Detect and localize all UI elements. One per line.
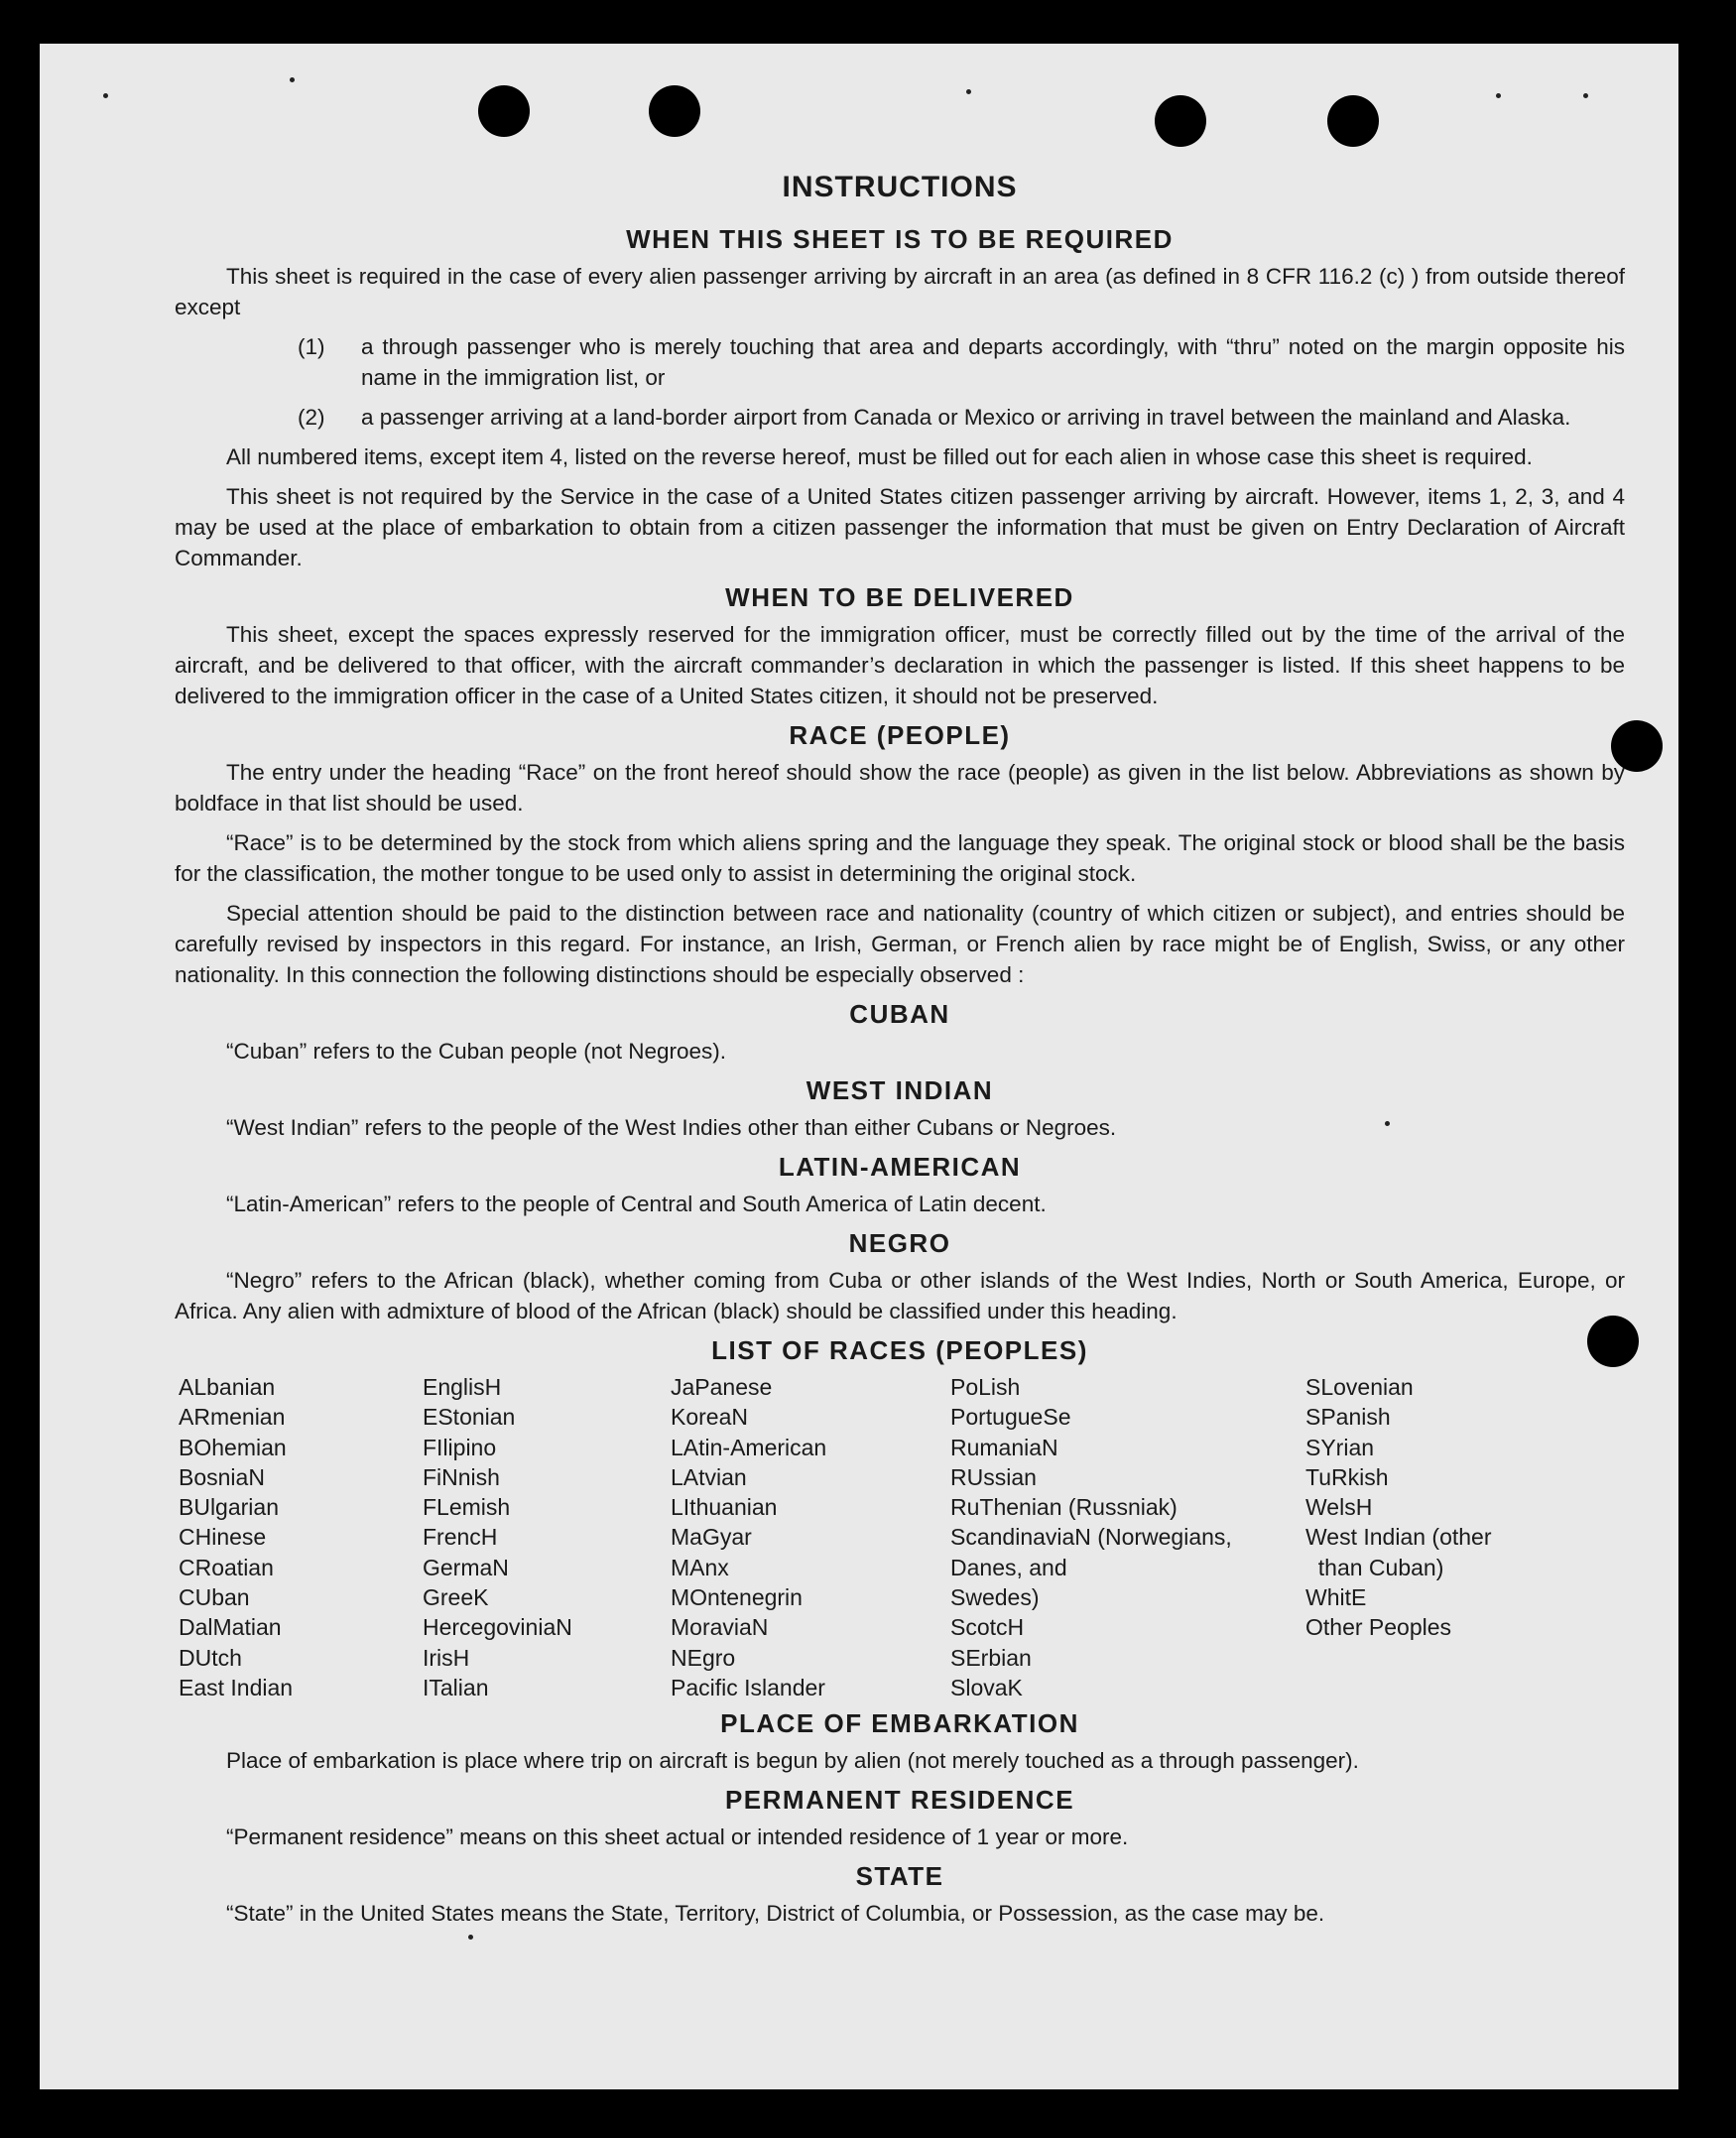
item-number: (2) [298, 405, 325, 430]
race-entry: SlovaK [950, 1674, 1023, 1700]
race-entry: GreeK [423, 1584, 489, 1611]
speck [290, 77, 295, 82]
race-entry: PortugueSe [950, 1404, 1071, 1431]
race-entry: KoreaN [671, 1404, 748, 1431]
heading-when-required: WHEN THIS SHEET IS TO BE REQUIRED [626, 224, 1174, 254]
races-list [175, 1372, 1625, 1702]
race-entry: RuThenian (Russniak) [950, 1494, 1178, 1521]
race-entry: WhitE [1305, 1584, 1367, 1611]
race-entry: West Indian (other [1305, 1524, 1492, 1551]
races-column-4 [950, 1372, 1305, 1702]
heading-latin-american: LATIN-AMERICAN [778, 1152, 1022, 1182]
punch-hole [1155, 95, 1206, 147]
paragraph-citizen: This sheet is not required by the Service in the case of a United States citizen passenger arriving by aircraft. However, items 1, 2, 3, and 4 may be used at the place of embarkation to obtain from a citizen passenger the information that must be given on Entry Declaration of Aircraft Commander. [175, 484, 1625, 570]
paragraph-race-1: The entry under the heading “Race” on the front hereof should show the race (people) as given in the list below. Abbreviations as shown by boldface in that list should be used. [175, 760, 1625, 816]
paragraph-race-2: “Race” is to be determined by the stock from which aliens spring and the language they speak. The original stock or blood shall be the basis for the classification, the mother tongue to be used only to assist in determining the original stock. [175, 830, 1625, 886]
race-entry: MOntenegrin [671, 1584, 803, 1611]
race-entry: BosniaN [179, 1463, 265, 1490]
race-entry: LAtvian [671, 1463, 747, 1490]
race-entry: MaGyar [671, 1524, 752, 1551]
heading-negro: NEGRO [848, 1228, 951, 1258]
race-entry: HercegoviniaN [423, 1614, 572, 1641]
race-entry: LAtin-American [671, 1434, 827, 1460]
race-entry: FiNnish [423, 1463, 500, 1490]
paragraph-latin-american: “Latin-American” refers to the people of Central and South America of Latin decent. [226, 1192, 1047, 1216]
paragraph-delivered: This sheet, except the spaces expressly reserved for the immigration officer, must be correctly filled out by the time of the arrival of the aircraft, and be delivered to that officer, with the aircraft commander’s declaration in which the passenger is listed. If this sheet happens to be delivered to the immigration officer in the case of a United States citizen, it should not be preserved. [175, 622, 1625, 708]
paragraph-race-3: Special attention should be paid to the distinction between race and nationality (country of which citizen or subject), and entries should be carefully revised by inspectors in this regard. For instance, an Irish, German, or French alien by race might be of English, Swiss, or any other nationality. In this connection the following distinctions should be especially observed : [175, 901, 1625, 987]
paragraph-west-indian: “West Indian” refers to the people of the West Indies other than either Cubans or Negroes. [226, 1115, 1117, 1140]
race-entry: IrisH [423, 1644, 470, 1671]
race-entry: SPanish [1305, 1404, 1391, 1431]
race-entry: RUssian [950, 1463, 1037, 1490]
race-entry: Other Peoples [1305, 1614, 1452, 1641]
speck [1583, 93, 1588, 98]
race-entry: CRoatian [179, 1554, 274, 1580]
paragraph-cuban: “Cuban” refers to the Cuban people (not Negroes). [226, 1039, 727, 1064]
race-entry: PoLish [950, 1374, 1021, 1400]
heading-cuban: CUBAN [849, 999, 950, 1029]
race-entry: EStonian [423, 1404, 516, 1431]
paragraph-state: “State” in the United States means the State, Territory, District of Columbia, or Possession, as the case may be. [226, 1901, 1325, 1927]
race-entry: ScandinaviaN (Norwegians, [950, 1524, 1232, 1551]
race-entry: than Cuban) [1305, 1554, 1444, 1580]
races-column-1 [179, 1372, 423, 1702]
race-entry: BUlgarian [179, 1494, 279, 1521]
item-text: a through passenger who is merely touching that area and departs accordingly, with “thru” noted on the margin opposite his name in the immigration list, or [361, 334, 1625, 390]
race-entry: ITalian [423, 1674, 489, 1700]
race-entry: FIlipino [423, 1434, 497, 1460]
heading-embarkation: PLACE OF EMBARKATION [720, 1708, 1079, 1739]
race-entry: DalMatian [179, 1614, 282, 1641]
exception-item-1 [175, 331, 1625, 393]
race-entry: East Indian [179, 1674, 294, 1700]
race-entry: FrencH [423, 1524, 498, 1551]
race-entry: NEgro [671, 1644, 736, 1671]
heading-list-of-races: LIST OF RACES (PEOPLES) [711, 1335, 1088, 1365]
punch-hole [649, 85, 700, 137]
race-entry: FLemish [423, 1494, 511, 1521]
paragraph-embarkation: Place of embarkation is place where trip on aircraft is begun by alien (not merely touched as a through passenger). [226, 1748, 1359, 1774]
race-entry: GermaN [423, 1554, 509, 1580]
race-entry: ALbanian [179, 1374, 276, 1400]
race-entry: ARmenian [179, 1404, 286, 1431]
punch-hole [478, 85, 530, 137]
paragraph-numbered-items: All numbered items, except item 4, listed on the reverse hereof, must be filled out for each alien in whose case this sheet is required. [226, 444, 1533, 469]
paragraph-negro: “Negro” refers to the African (black), whether coming from Cuba or other islands of the West Indies, North or South America, Europe, or Africa. Any alien with admixture of blood of the African (black) should be classified under this heading. [175, 1268, 1625, 1323]
race-entry: SLovenian [1305, 1374, 1414, 1400]
speck [966, 89, 971, 94]
heading-when-delivered: WHEN TO BE DELIVERED [725, 582, 1074, 612]
race-entry: MoraviaN [671, 1614, 769, 1641]
paragraph-residence: “Permanent residence” means on this sheet actual or intended residence of 1 year or more. [226, 1824, 1129, 1850]
exception-item-2 [175, 402, 1625, 433]
heading-west-indian: WEST INDIAN [806, 1075, 994, 1105]
race-entry: Danes, and [950, 1554, 1067, 1580]
race-entry: LIthuanian [671, 1494, 778, 1521]
race-entry: DUtch [179, 1644, 242, 1671]
page-title: INSTRUCTIONS [782, 171, 1018, 203]
race-entry: TuRkish [1305, 1463, 1389, 1490]
races-column-2 [423, 1372, 671, 1702]
races-column-5 [1305, 1372, 1603, 1702]
race-entry: WelsH [1305, 1494, 1373, 1521]
heading-residence: PERMANENT RESIDENCE [724, 1785, 1075, 1816]
race-entry: CHinese [179, 1524, 267, 1551]
heading-state: STATE [855, 1861, 944, 1892]
punch-hole [1327, 95, 1379, 147]
speck [103, 93, 108, 98]
race-entry: JaPanese [671, 1374, 773, 1400]
races-column-3 [671, 1372, 950, 1702]
document-sheet [40, 44, 1678, 2089]
item-text: a passenger arriving at a land-border airport from Canada or Mexico or arriving in travel between the mainland and Alaska. [361, 405, 1571, 430]
race-entry: Swedes) [950, 1584, 1040, 1611]
race-entry: ScotcH [950, 1614, 1025, 1641]
race-entry: RumaniaN [950, 1434, 1058, 1460]
paragraph-required-intro: This sheet is required in the case of every alien passenger arriving by aircraft in an area (as defined in 8 CFR 116.2 (c) ) from outside thereof except [175, 264, 1625, 319]
instructions-content [175, 171, 1625, 1938]
race-entry: SYrian [1305, 1434, 1375, 1460]
item-number: (1) [298, 334, 325, 359]
race-entry: MAnx [671, 1554, 729, 1580]
heading-race: RACE (PEOPLE) [789, 720, 1011, 750]
race-entry: BOhemian [179, 1434, 287, 1460]
speck [1496, 93, 1501, 98]
race-entry: SErbian [950, 1644, 1032, 1671]
race-entry: Pacific Islander [671, 1674, 825, 1700]
race-entry: CUban [179, 1584, 250, 1611]
race-entry: EnglisH [423, 1374, 502, 1400]
